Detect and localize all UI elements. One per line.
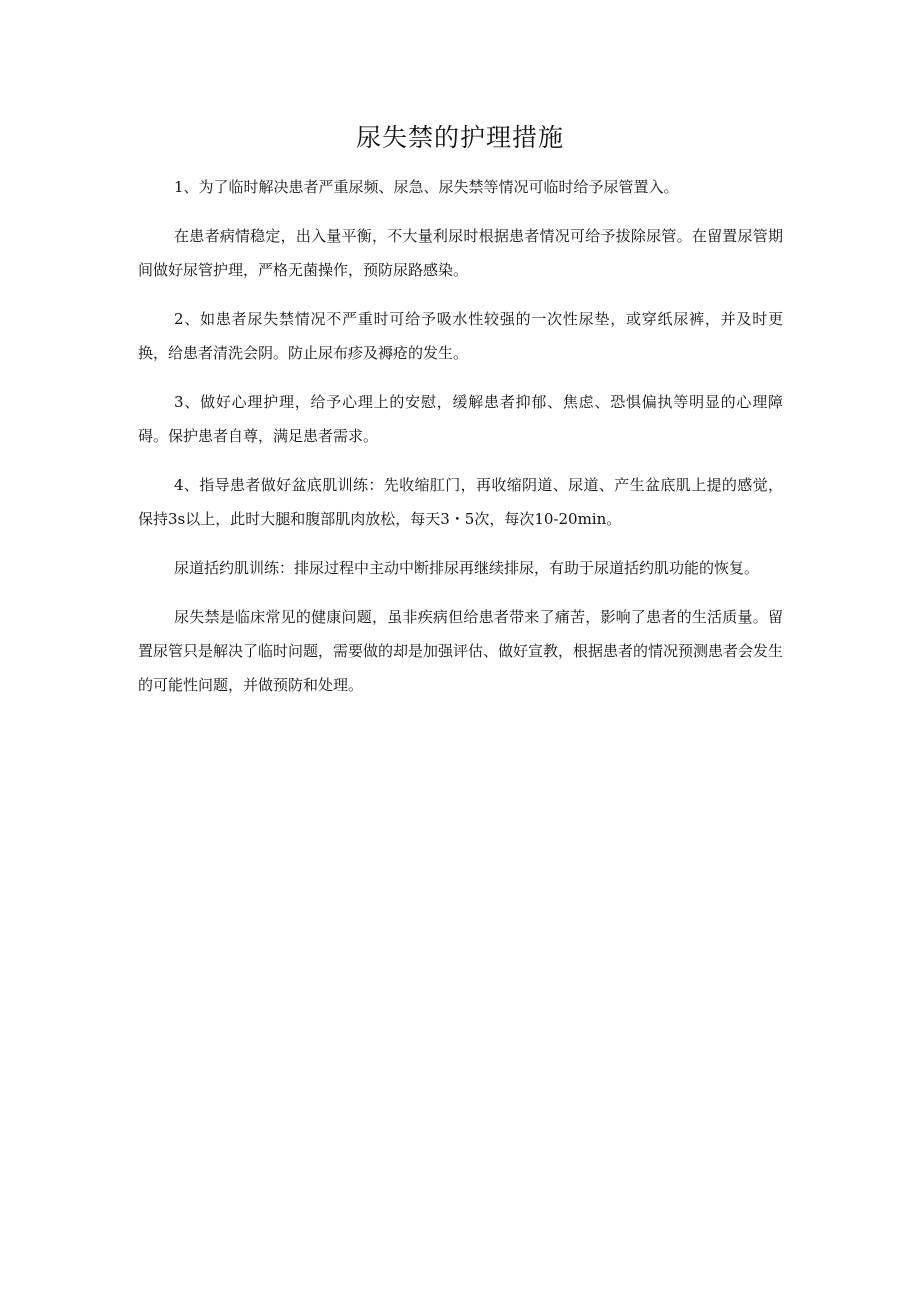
paragraph-1: 1、为了临时解决患者严重尿频、尿急、尿失禁等情况可临时给予尿管置入。 bbox=[174, 178, 679, 196]
document-title: 尿失禁的护理措施 bbox=[355, 123, 564, 152]
document-body bbox=[138, 170, 783, 717]
paragraph-3: 2、如患者尿失禁情况不严重时可给予吸水性较强的一次性尿垫，或穿纸尿裤，并及时更换，给患者清洗会阴。防止尿布疹及褥疮的发生。 bbox=[138, 310, 783, 362]
paragraph-5: 4、指导患者做好盆底肌训练：先收缩肛门，再收缩阴道、尿道、产生盆底肌上提的感觉，保持3s以上，此时大腿和腹部肌肉放松，每天3・5次，每次10-20min。 bbox=[138, 476, 783, 528]
paragraph-2: 在患者病情稳定，出入量平衡，不大量利尿时根据患者情况可给予拔除尿管。在留置尿管期间做好尿管护理，严格无菌操作，预防尿路感染。 bbox=[138, 227, 783, 279]
paragraph-7: 尿失禁是临床常见的健康问题，虽非疾病但给患者带来了痛苦，影响了患者的生活质量。留置尿管只是解决了临时问题，需要做的却是加强评估、做好宣教，根据患者的情况预测患者会发生的可能性问题，并做预防和处理。 bbox=[138, 608, 784, 694]
paragraph-6: 尿道括约肌训练：排尿过程中主动中断排尿再继续排尿，有助于尿道括约肌功能的恢复。 bbox=[174, 559, 760, 577]
paragraph-4: 3、做好心理护理，给予心理上的安慰，缓解患者抑郁、焦虑、恐惧偏执等明显的心理障碍。保护患者自尊，满足患者需求。 bbox=[138, 393, 783, 445]
